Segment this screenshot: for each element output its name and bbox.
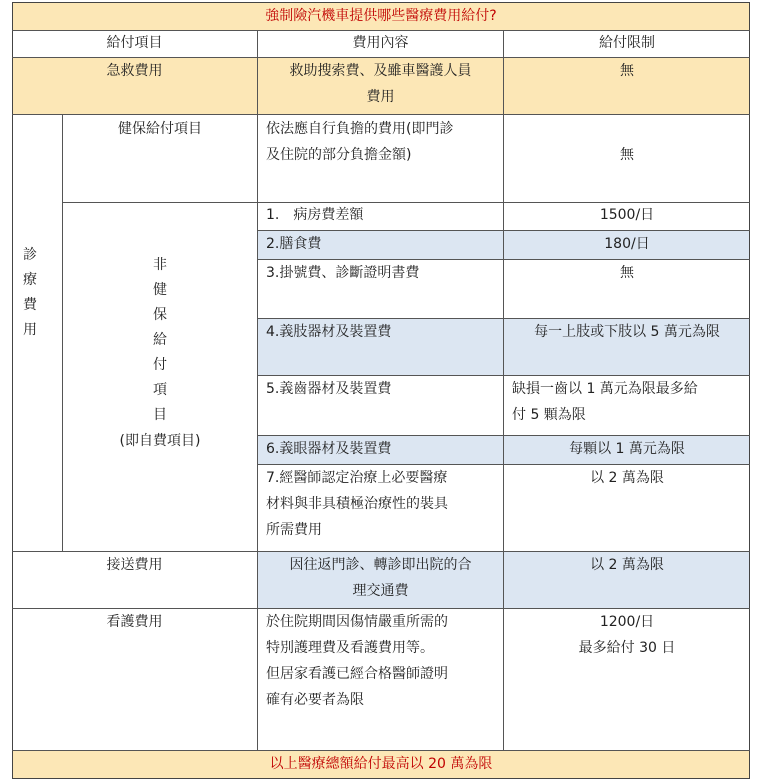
- non-insured-label-char: 付: [153, 357, 167, 373]
- header-item: 給付項目: [106, 35, 163, 51]
- insured-content-line2: 及住院的部分負擔金額): [266, 147, 412, 163]
- emergency-content-line1: 救助搜索費、及雖車醫護人員: [289, 63, 472, 79]
- nursing-content-line2: 特別護理費及看護費用等。: [266, 640, 434, 656]
- non-insured-label: [148, 253, 172, 428]
- header-limit: 給付限制: [599, 35, 655, 51]
- non-insured-label-char: 目: [153, 407, 167, 423]
- transport-content-line2: 理交通費: [352, 583, 409, 599]
- emergency-content-line2: 費用: [366, 89, 395, 105]
- insured-item: 健保給付項目: [118, 121, 202, 137]
- non-insured-label-char: 非: [153, 257, 167, 273]
- treatment-label-char: 用: [23, 322, 37, 338]
- row6-content: 6.義眼器材及裝置費: [266, 441, 392, 457]
- nursing-content-line4: 確有必要者為限: [266, 692, 364, 708]
- row5-limit-line2: 付 5 顆為限: [512, 407, 586, 423]
- row3-content: 3.掛號費、診斷證明書費: [266, 265, 420, 281]
- row5-content: 5.義齒器材及裝置費: [266, 381, 392, 397]
- treatment-label-char: 費: [23, 297, 37, 313]
- non-insured-label-char: 健: [153, 282, 167, 298]
- treatment-label-char: 診: [23, 247, 37, 263]
- nursing-content-line1: 於住院期間因傷情嚴重所需的: [266, 614, 448, 630]
- emergency-limit: 無: [620, 63, 634, 79]
- transport-content-line1: 因往返門診、轉診即出院的合: [289, 557, 472, 573]
- row7-limit: 以 2 萬為限: [590, 470, 664, 486]
- treatment-label: [18, 243, 42, 343]
- row3-limit: 無: [620, 265, 634, 281]
- non-insured-label-suffix: (即自費項目): [119, 433, 201, 449]
- row7-content-line3: 所需費用: [266, 522, 322, 538]
- row6-limit: 每顆以 1 萬元為限: [569, 441, 685, 457]
- row1-content: 1. 病房費差額: [266, 207, 364, 223]
- non-insured-label-char: 保: [153, 307, 167, 323]
- transport-item: 接送費用: [106, 557, 163, 573]
- row2-content: 2.膳食費: [266, 236, 322, 252]
- non-insured-label-char: 項: [153, 382, 167, 398]
- row7-content-line1: 7.經醫師認定治療上必要醫療: [266, 470, 448, 486]
- insured-content-line1: 依法應自行負擔的費用(即門診: [266, 121, 454, 137]
- row2-limit: 180/日: [604, 236, 650, 252]
- nursing-limit-line1: 1200/日: [599, 614, 655, 630]
- nursing-item: 看護費用: [106, 614, 163, 630]
- table-title: 強制險汽機車提供哪些醫療費用給付?: [265, 8, 497, 24]
- row7-content-line2: 材料與非具積極治療性的裝具: [266, 496, 448, 512]
- nursing-content-line3: 但居家看護已經合格醫師證明: [266, 666, 448, 682]
- row4-limit: 每一上肢或下肢以 5 萬元為限: [534, 324, 720, 340]
- row5-limit-line1: 缺損一齒以 1 萬元為限最多給: [512, 381, 698, 397]
- non-insured-label-char: 給: [153, 332, 167, 348]
- treatment-label-char: 療: [23, 272, 37, 288]
- transport-limit: 以 2 萬為限: [590, 557, 664, 573]
- row4-content: 4.義肢器材及裝置費: [266, 324, 392, 340]
- insured-limit: 無: [620, 147, 634, 163]
- header-content: 費用內容: [352, 35, 409, 51]
- emergency-item: 急救費用: [106, 63, 163, 79]
- table-footer: 以上醫療總額給付最高以 20 萬為限: [269, 756, 493, 772]
- row1-limit: 1500/日: [599, 207, 655, 223]
- nursing-limit-line2: 最多給付 30 日: [578, 640, 676, 656]
